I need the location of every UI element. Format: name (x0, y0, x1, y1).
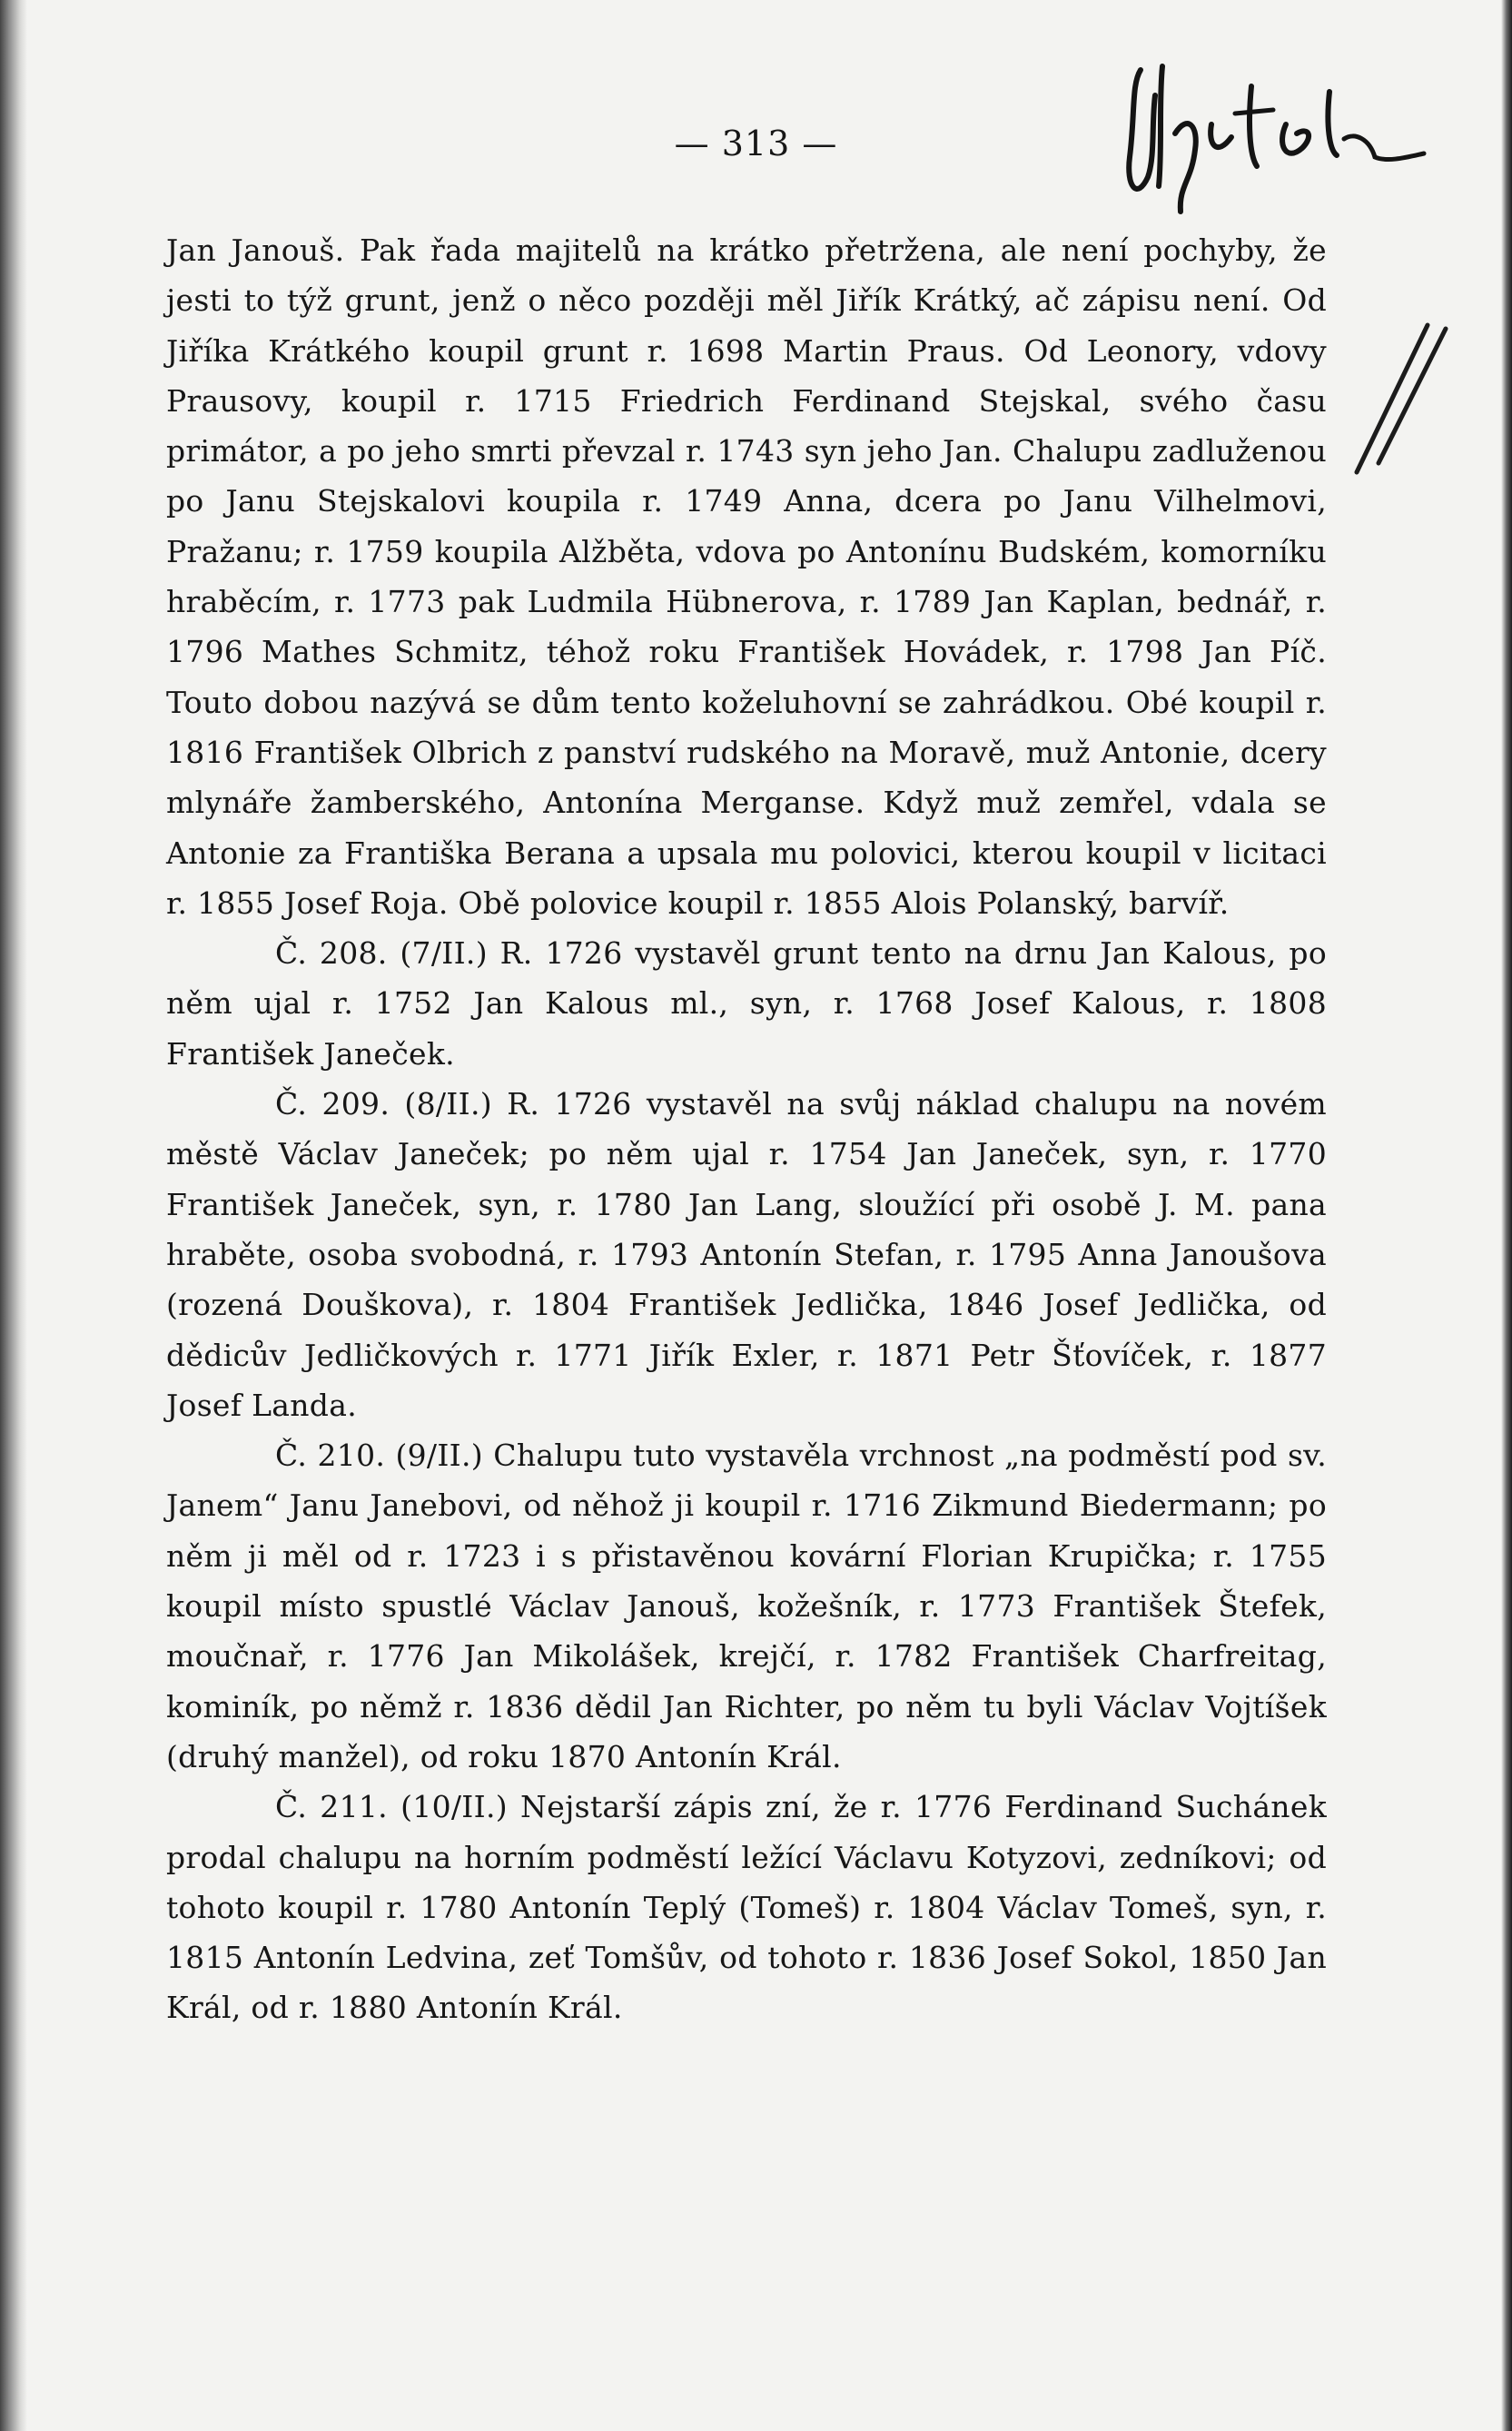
paragraph: Č. 208. (7/II.) R. 1726 vystavěl grunt tento na drnu Jan Kalous, po něm ujal r. 1752 Jan Kalous ml., syn, r. 1768 Josef Kalous, r. 1808 František Janeček. (166, 935, 1327, 1072)
margin-marks (1344, 309, 1453, 490)
page-edge-shadow (1501, 0, 1512, 2431)
paragraph: Č. 210. (9/II.) Chalupu tuto vystavěla vrchnost „na podměstí pod sv. Janem“ Janu Janebovi, od něhož ji koupil r. 1716 Zikmund Biedermann; po něm ji měl od r. 1723 i s přistavěnou kovární Florian Krupička; r. 1755 koupil místo spustlé Václav Janouš, kožešník, r. 1773 František Štefek, moučnař, r. 1776 Jan Mikolášek, krejčí, r. 1782 František Charfreitag, kominík, po němž r. 1836 dědil Jan Richter, po něm tu byli Václav Vojtíšek (druhý manžel), od roku 1870 Antonín Král. (166, 1438, 1327, 1774)
handwritten-signature (1115, 50, 1460, 222)
page-gutter-shadow (0, 0, 27, 2431)
body-text (166, 225, 1327, 2033)
paragraph: Č. 211. (10/II.) Nejstarší zápis zní, že r. 1776 Ferdinand Suchánek prodal chalupu na horním podměstí ležící Václavu Kotyzovi, zedníkovi; od tohoto koupil r. 1780 Antonín Teplý (Tomeš) r. 1804 Václav Tomeš, syn, r. 1815 Antonín Ledvina, zeť Tomšův, od tohoto r. 1836 Josef Sokol, 1850 Jan Král, od r. 1880 Antonín Král. (166, 1789, 1327, 2026)
paragraph: Č. 209. (8/II.) R. 1726 vystavěl na svůj náklad chalupu na novém městě Václav Janeček; po něm ujal r. 1754 Jan Janeček, syn, r. 1770 František Janeček, syn, r. 1780 Jan Lang, sloužící při osobě J. M. pana hraběte, osoba svobodná, r. 1793 Antonín Stefan, r. 1795 Anna Janoušova (rozená Douškova), r. 1804 František Jedlička, 1846 Josef Jedlička, od dědicův Jedličkových r. 1771 Jiřík Exler, r. 1871 Petr Šťovíček, r. 1877 Josef Landa. (166, 1086, 1327, 1423)
page-number: — 313 — (674, 124, 838, 163)
paragraph: Jan Janouš. Pak řada majitelů na krátko přetržena, ale není pochyby, že jesti to týž grunt, jenž o něco později měl Jiřík Krátký, ač zápisu není. Od Jiříka Krátkého koupil grunt r. 1698 Martin Praus. Od Leonory, vdovy Prausovy, koupil r. 1715 Friedrich Ferdinand Stejskal, svého času primátor, a po jeho smrti převzal r. 1743 syn jeho Jan. Chalupu zadluženou po Janu Stejskalovi koupila r. 1749 Anna, dcera po Janu Vilhelmovi, Pražanu; r. 1759 koupila Alžběta, vdova po Antonínu Budském, komorníku hraběcím, r. 1773 pak Ludmila Hübnerova, r. 1789 Jan Kaplan, bednář, r. 1796 Mathes Schmitz, téhož roku František Hovádek, r. 1798 Jan Píč. Touto dobou nazývá se dům tento koželuhovní se zahrádkou. Obé koupil r. 1816 František Olbrich z panství rudského na Moravě, muž Antonie, dcery mlynáře žamberského, Antonína Merganse. Když muž zemřel, vdala se Antonie za Františka Berana a upsala mu polovici, kterou koupil v licitaci r. 1855 Josef Roja. Obě polovice koupil r. 1855 Alois Polanský, barvíř. (166, 232, 1327, 921)
